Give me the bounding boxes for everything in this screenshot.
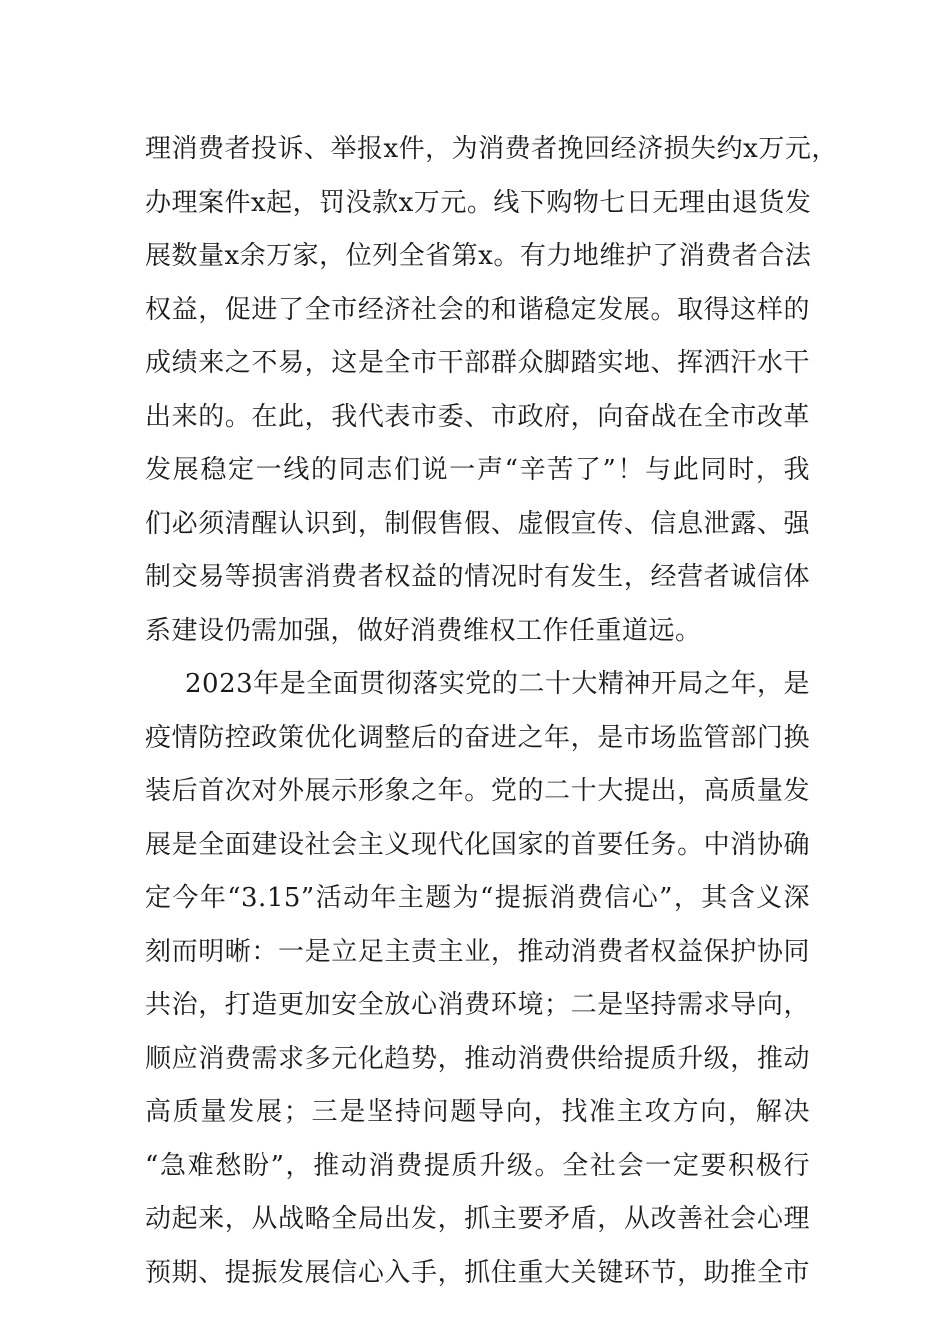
- text-line: 预期、提振发展信心入手，抓住重大关键环节，助推全市: [145, 1257, 810, 1288]
- text-line: 顺应消费需求多元化趋势，推动消费供给提质升级，推动: [145, 1043, 810, 1074]
- text-line: 展数量x余万家，位列全省第x。有力地维护了消费者合法: [145, 241, 812, 271]
- text-line: 疫情防控政策优化调整后的奋进之年，是市场监管部门换: [145, 722, 810, 753]
- text-line: 动起来，从战略全局出发，抓主要矛盾，从改善社会心理: [145, 1204, 810, 1234]
- text-line: 系建设仍需加强，做好消费维权工作任重道远。: [145, 615, 702, 646]
- text-line: 发展稳定一线的同志们说一声“辛苦了”！与此同时，我: [145, 455, 810, 485]
- text-line: 展是全面建设社会主义现代化国家的首要任务。中消协确: [145, 829, 810, 860]
- text-line: 共治，打造更加安全放心消费环境；二是坚持需求导向，: [145, 990, 810, 1020]
- text-line: 们必须清醒认识到，制假售假、虚假宣传、信息泄露、强: [145, 508, 810, 539]
- text-line: 成绩来之不易，这是全市干部群众脚踏实地、挥洒汗水干: [145, 348, 810, 378]
- text-line: 高质量发展；三是坚持问题导向，找准主攻方向，解决: [145, 1097, 810, 1127]
- paragraph-2: [145, 658, 810, 1300]
- text-line: 装后首次对外展示形象之年。党的二十大提出，高质量发: [145, 776, 810, 806]
- text-line: 定今年“3.15”活动年主题为“提振消费信心”，其含义深: [145, 883, 810, 913]
- text-line: 2023年是全面贯彻落实党的二十大精神开局之年，是: [185, 669, 810, 699]
- text-line: 刻而明晰：一是立足主责主业，推动消费者权益保护协同: [145, 936, 810, 967]
- document-body: [145, 123, 838, 1300]
- text-line: 出来的。在此，我代表市委、市政府，向奋战在全市改革: [145, 401, 810, 432]
- text-line: 办理案件x起，罚没款x万元。线下购物七日无理由退货发: [145, 187, 812, 218]
- text-line: 制交易等损害消费者权益的情况时有发生，经营者诚信体: [145, 562, 810, 592]
- text-line: “急难愁盼”，推动消费提质升级。全社会一定要积极行: [145, 1150, 810, 1181]
- text-line: 权益，促进了全市经济社会的和谐稳定发展。取得这样的: [145, 294, 810, 325]
- paragraph-1: [145, 123, 838, 658]
- text-line: 理消费者投诉、举报x件，为消费者挽回经济损失约x万元，: [145, 134, 838, 164]
